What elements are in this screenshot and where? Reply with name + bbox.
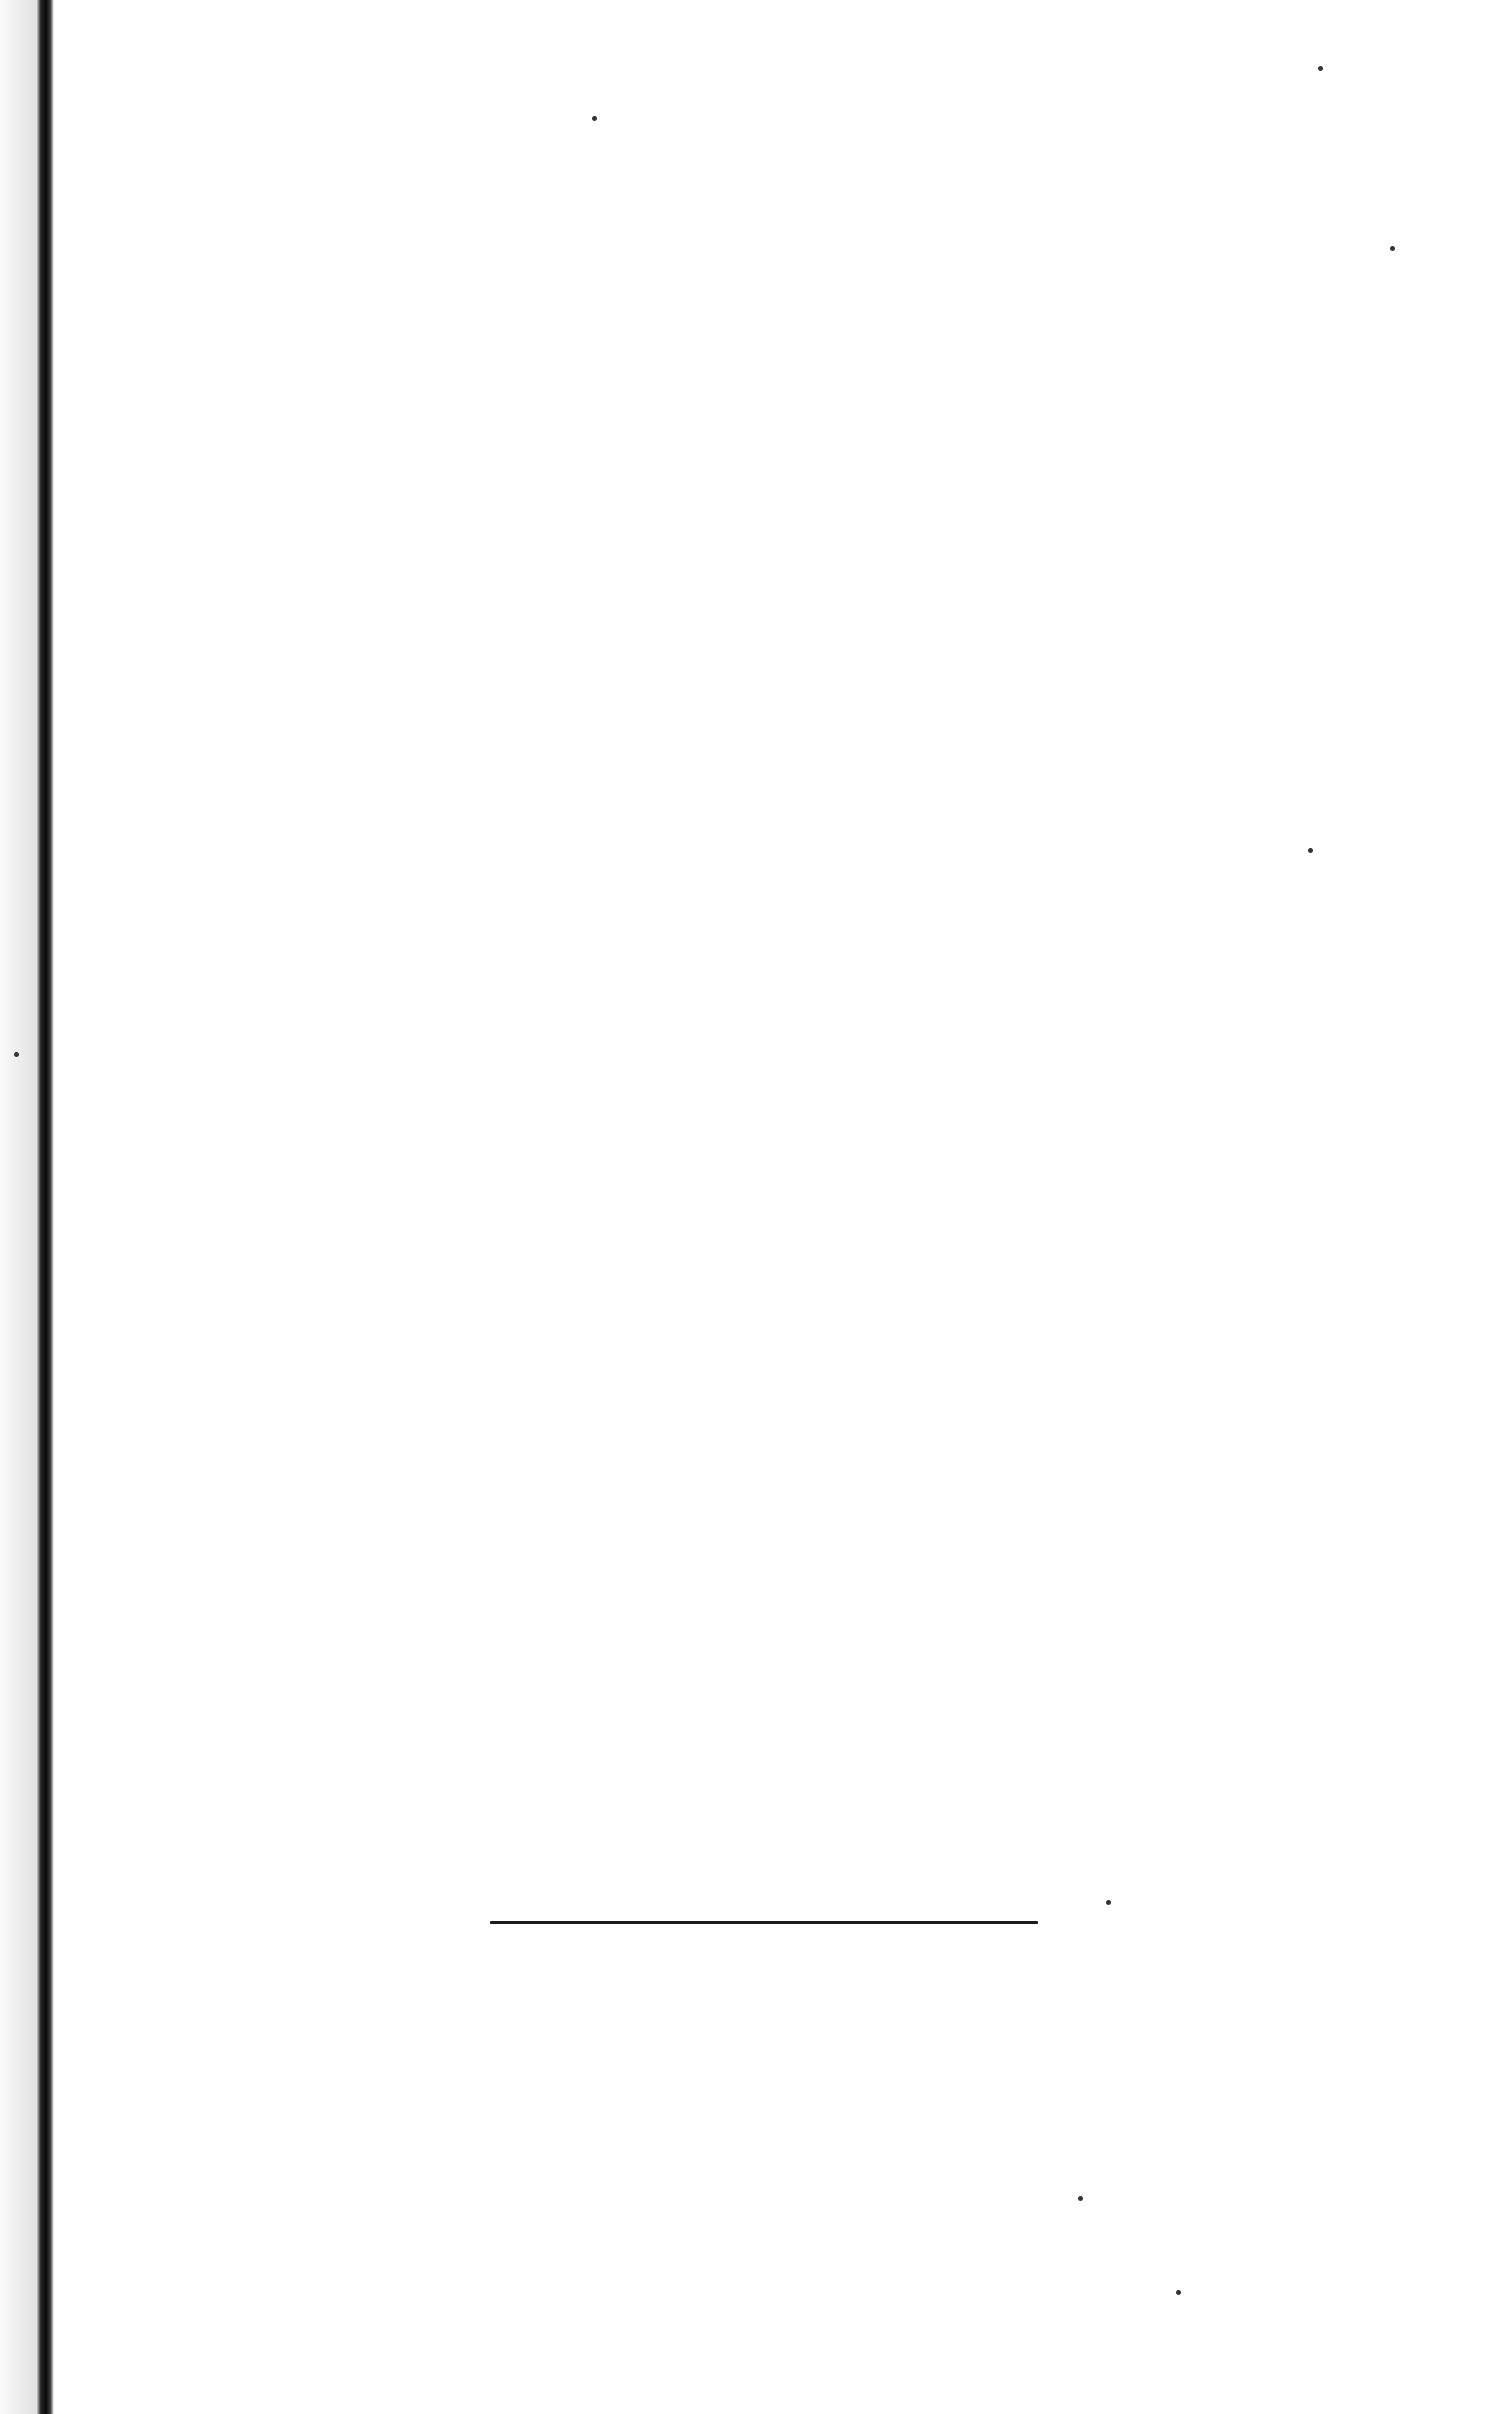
text-line	[182, 648, 1288, 700]
text-line	[182, 491, 1288, 543]
paper-speck	[592, 116, 597, 121]
section-end-rule	[490, 1921, 1038, 1924]
text-line	[182, 1223, 1288, 1275]
text-line	[182, 962, 1288, 1014]
text-line	[182, 1066, 1288, 1118]
page-edge-shadow	[0, 0, 36, 2414]
text-line	[182, 1014, 1288, 1066]
text-line	[182, 596, 1288, 648]
text-line	[182, 857, 1288, 909]
paper-speck	[1176, 2290, 1181, 2295]
text-line	[182, 1171, 1288, 1223]
paper-speck	[1078, 2196, 1083, 2201]
paper-speck	[1308, 848, 1313, 853]
text-line	[182, 1119, 1288, 1171]
text-line	[182, 910, 1288, 962]
text-line	[182, 282, 1288, 334]
text-line	[182, 334, 1288, 386]
text-line	[182, 543, 1288, 595]
text-line	[182, 1453, 1288, 1505]
paper-speck	[1106, 1900, 1111, 1905]
paper-speck	[14, 1052, 19, 1057]
text-line	[182, 753, 1288, 805]
text-line	[182, 439, 1288, 491]
text-line	[182, 805, 1288, 857]
binding-spine	[36, 0, 54, 2414]
text-line	[182, 1276, 1288, 1328]
paper-speck	[1318, 66, 1323, 71]
paragraph-2	[182, 1453, 1288, 1558]
paragraph-1	[182, 282, 1288, 1433]
text-line	[182, 387, 1288, 439]
paragraph-gap	[182, 1433, 1288, 1453]
text-line	[182, 700, 1288, 752]
text-line	[182, 1328, 1288, 1380]
paper-speck	[1390, 246, 1395, 251]
text-line	[182, 1505, 1288, 1557]
text-line	[182, 1380, 1288, 1432]
body-text	[182, 282, 1288, 1557]
